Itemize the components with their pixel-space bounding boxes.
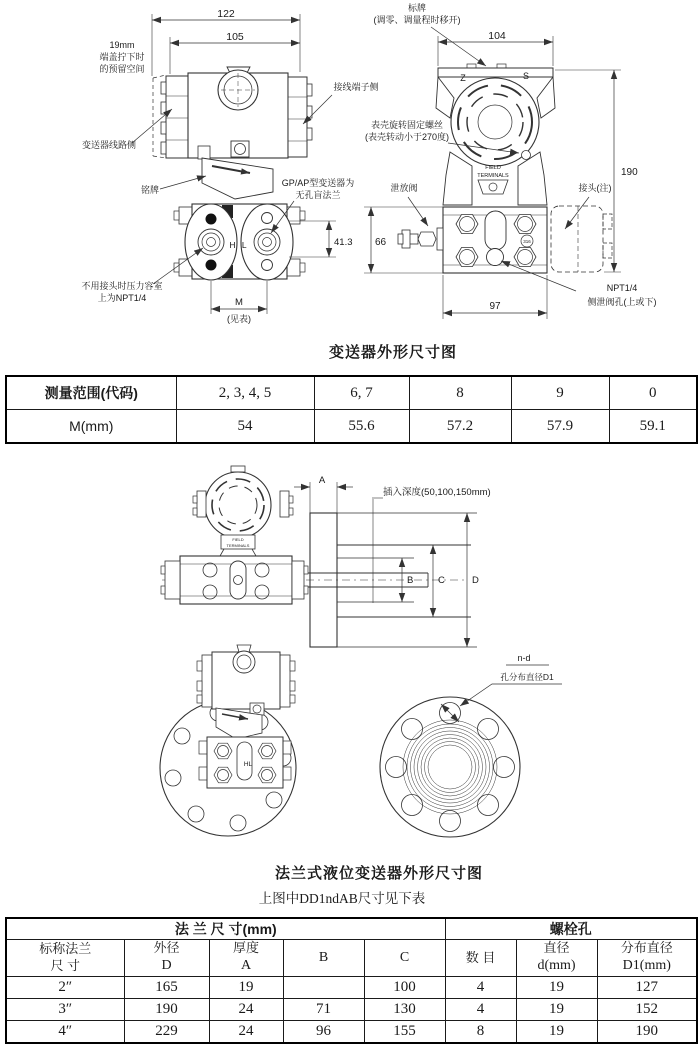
m-cell: 57.2 (409, 410, 511, 444)
header-line: 直径 (543, 940, 570, 956)
m-cell: 57.9 (511, 410, 609, 444)
m-cell: 55.6 (314, 410, 409, 444)
column-header-row (6, 940, 697, 977)
m-header-cell: M(mm) (6, 410, 176, 444)
npt-note-line2: 上为NPT1/4 (97, 293, 147, 303)
header-line: 外径 (153, 940, 180, 956)
cell: 100 (364, 977, 445, 999)
group-header-row (6, 918, 697, 940)
side-view-drawing (132, 14, 336, 314)
flange-row-4in (6, 1021, 697, 1044)
flange-transmitter-drawing (0, 450, 700, 860)
cap-space-note-line2: 端盖拧下时 (99, 52, 145, 62)
dim-97-label: 97 (489, 301, 501, 312)
cell: 190 (124, 999, 209, 1021)
screw-note-line2: (表壳转动小于270度) (364, 132, 450, 142)
bolt-circle-label: 孔分布直径D1 (500, 672, 554, 682)
drain-valve-label: 泄放阀 (390, 183, 418, 193)
cell: 19 (209, 977, 283, 999)
n-d-label: n-d (517, 653, 531, 663)
z-mark: Z (460, 73, 466, 83)
hl-label: H L (229, 240, 249, 250)
m-cell: 59.1 (609, 410, 697, 444)
s-mark: S (522, 71, 530, 81)
m-dimension-row (6, 410, 697, 444)
col-bolt-circle-diameter (597, 940, 697, 977)
col-thickness (209, 940, 283, 977)
cell: 4 (445, 999, 516, 1021)
dim-a-label: A (318, 475, 326, 486)
section-title-transmitter: 变送器外形尺寸图 (328, 344, 457, 361)
cell: 165 (124, 977, 209, 999)
range-cell: 6, 7 (314, 376, 409, 410)
tag-note-line2: (调零、调量程时移开) (373, 15, 461, 25)
cap-space-note-line3: 的预留空间 (99, 64, 145, 74)
cell: 19 (516, 1021, 597, 1044)
dim-b-label: B (407, 575, 414, 586)
cell: 24 (209, 999, 283, 1021)
cell: 19 (516, 999, 597, 1021)
cell: 19 (516, 977, 597, 999)
col-nominal-size (6, 940, 124, 977)
dim-m-label: M (235, 297, 243, 308)
flange-dimensions-table (5, 917, 698, 1044)
header-line: 厚度 (232, 940, 259, 956)
cell: 4″ (6, 1021, 124, 1044)
cell: 152 (597, 999, 697, 1021)
screw-note-line1: 表壳旋转固定螺丝 (370, 120, 444, 130)
tag-note-line1: 标牌 (407, 3, 427, 13)
header-line: A (240, 958, 252, 974)
m-cell: 54 (176, 410, 314, 444)
header-line: B (318, 949, 329, 965)
range-row (6, 376, 697, 410)
col-b (283, 940, 364, 977)
section-title-flange: 法兰式液位变送器外形尺寸图 (274, 865, 483, 882)
dim-66-label: 66 (375, 237, 387, 248)
range-cell: 8 (409, 376, 511, 410)
range-cell: 9 (511, 376, 609, 410)
header-line: 尺 寸 (50, 958, 81, 973)
cell: 24 (209, 1021, 283, 1044)
cell: 2″ (6, 977, 124, 999)
dim-105-label: 105 (226, 31, 244, 43)
cell: 130 (364, 999, 445, 1021)
header-line: D (161, 958, 172, 974)
nameplate-label: 铭牌 (140, 185, 160, 195)
table-reference-note: 上图中DD1ndAB尺寸见下表 (258, 891, 426, 906)
insertion-depth-label: 插入深度(50,100,150mm) (383, 487, 491, 498)
header-line: C (399, 949, 410, 965)
cell: 8 (445, 1021, 516, 1044)
header-line: d(mm) (537, 958, 576, 974)
dim-104-label: 104 (488, 30, 506, 42)
dim-d-label: D (472, 575, 479, 586)
badge-316: 316 (523, 239, 531, 244)
measuring-range-table (5, 375, 698, 444)
gp-ap-note-line1: GP/AP型变送器为 (281, 178, 355, 188)
cap-space-note-line1: 19mm (109, 40, 135, 50)
col-c (364, 940, 445, 977)
flange-face-view (380, 665, 562, 837)
gp-ap-note-line2: 无孔盲法兰 (295, 190, 341, 200)
cell: 96 (283, 1021, 364, 1044)
terminal-side-label: 接线端子侧 (333, 82, 379, 92)
flange-front-view (160, 645, 296, 836)
side-drain-note-line1: NPT1/4 (606, 283, 638, 293)
field-terminals-small-line2: TERMINALS (226, 543, 250, 548)
range-header-cell: 测量范围(代码) (6, 376, 176, 410)
flange-row-2in (6, 977, 697, 999)
cell: 127 (597, 977, 697, 999)
hl-small-label: HL (243, 761, 253, 768)
cell: 4 (445, 977, 516, 999)
cell: 3″ (6, 999, 124, 1021)
range-cell: 0 (609, 376, 697, 410)
header-line: 分布直径 (620, 940, 673, 956)
bolt-hole-group-header: 螺栓孔 (445, 918, 697, 940)
header-line: 数 目 (465, 949, 496, 965)
dim-m-note: (见表) (227, 314, 251, 324)
col-outer-diameter (124, 940, 209, 977)
range-cell: 2, 3, 4, 5 (176, 376, 314, 410)
flange-row-3in (6, 999, 697, 1021)
transmitter-outline-drawing (0, 0, 700, 340)
dim-122-label: 122 (217, 8, 235, 20)
circuit-side-label: 变送器线路侧 (81, 140, 137, 150)
cell: 190 (597, 1021, 697, 1044)
cell: 155 (364, 1021, 445, 1044)
field-terminals-line2: TERMINALS (477, 173, 509, 179)
npt-note-line1: 不用接头时压力容室 (81, 281, 163, 291)
col-count (445, 940, 516, 977)
flange-size-group-header: 法 兰 尺 寸(mm) (6, 918, 445, 940)
connector-label: 接头(注) (578, 183, 612, 193)
cell: 71 (283, 999, 364, 1021)
cell (283, 977, 364, 999)
side-drain-note-line2: 侧泄阀孔(上或下) (587, 297, 657, 307)
header-line: D1(mm) (622, 958, 671, 974)
dim-c-label: C (438, 575, 445, 586)
field-terminals-small-line1: FIELD (232, 537, 244, 542)
col-hole-diameter (516, 940, 597, 977)
field-terminals-line1: FIELD (485, 165, 501, 171)
dim-190-label: 190 (621, 167, 638, 178)
dim-41-3-label: 41.3 (334, 237, 353, 248)
cell: 229 (124, 1021, 209, 1044)
header-line: 标称法兰 (39, 941, 92, 957)
